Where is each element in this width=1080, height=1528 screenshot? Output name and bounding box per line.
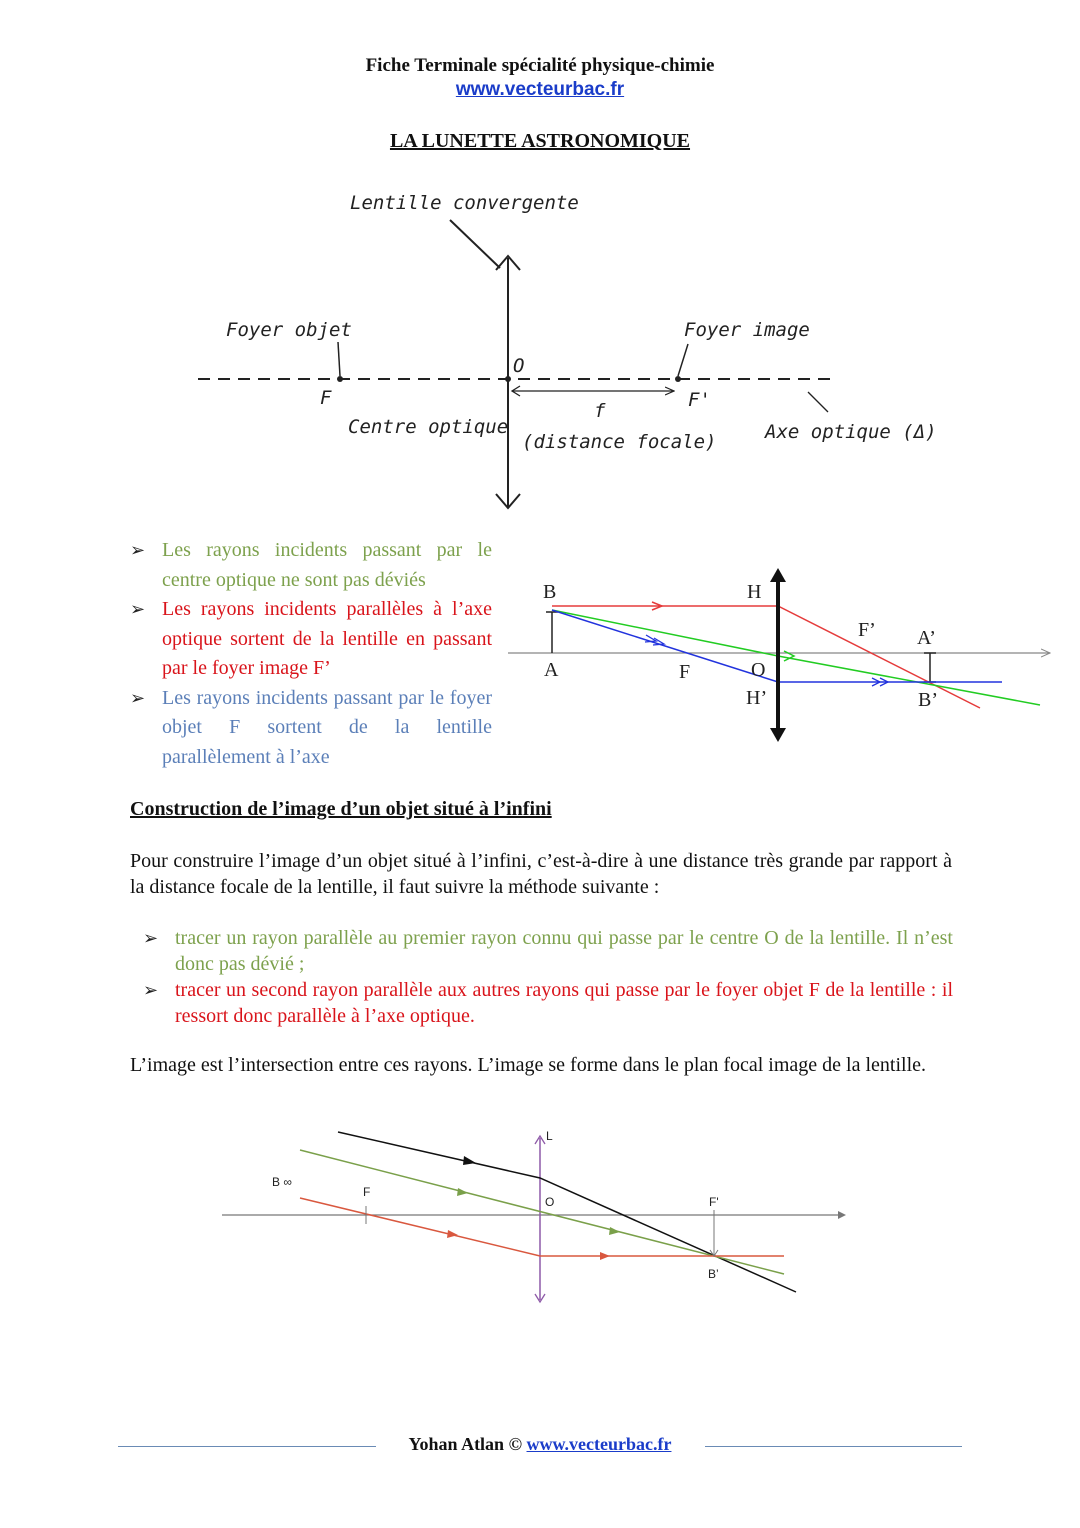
ray-rule-text: Les rayons incidents parallèles à l’axe optique sortent de la lentille en passant par le foyer image F’ <box>162 598 492 679</box>
focal-length-letter: f <box>594 400 606 422</box>
footer <box>0 1434 1080 1455</box>
ray-rule-text: Les rayons incidents passant par le foyer objet F sortent de la lentille parallèlement à l’axe <box>162 686 492 768</box>
ray-rule-item <box>130 684 492 773</box>
focus-image-point <box>675 376 681 382</box>
image-construction-diagram <box>500 560 1060 750</box>
ray-rule-item <box>130 595 492 684</box>
focus-object-label: Foyer objet <box>226 319 352 341</box>
point-F-prime-label: F’ <box>858 619 876 641</box>
ray-rules-list <box>130 536 492 772</box>
point-B-prime-label: B’ <box>708 1267 719 1281</box>
method-steps-list <box>143 925 953 1029</box>
method-paragraph: Pour construire l’image d’un objet situé à l’infini, c’est-à-dire à une distance très grande par rapport à la distance focale de la lentille, il faut suivre la méthode suivante : <box>130 850 952 898</box>
ray-direction-arrow-icon <box>600 1252 610 1260</box>
section-title: Construction de l’image d’un objet situé à l’infini <box>130 798 552 820</box>
object-B-infinity-label: B ∞ <box>272 1175 292 1189</box>
bullet-arrow-icon: ➢ <box>130 599 146 619</box>
lens-schematic-diagram <box>0 180 1080 525</box>
infinity-object-diagram <box>200 1120 880 1320</box>
optical-center-letter: O <box>513 355 525 377</box>
lens-pointer <box>450 220 500 268</box>
focal-distance-label: (distance focale) <box>522 431 717 453</box>
bullet-arrow-icon: ➢ <box>130 540 146 560</box>
optical-axis-label: Axe optique (Δ) <box>765 421 937 443</box>
focus-image-pointer <box>678 344 688 376</box>
point-H-prime-label: H’ <box>746 687 768 709</box>
point-A-label: A <box>544 659 559 681</box>
point-F-label: F <box>363 1185 371 1199</box>
point-F-label: F <box>679 661 691 683</box>
lens-label: Lentille convergente <box>350 192 579 214</box>
method-step-text: tracer un second rayon parallèle aux autres rayons qui passe par le foyer objet F de la lentille : il ressort donc parallèle à l’axe optique. <box>175 979 953 1027</box>
axis-pointer <box>808 392 828 412</box>
method-step-item <box>143 977 953 1029</box>
point-O-label: O <box>751 659 766 681</box>
header-url-link[interactable]: www.vecteurbac.fr <box>455 79 625 100</box>
ray-direction-arrow-icon <box>447 1230 458 1238</box>
optical-center-label: Centre optique <box>348 416 509 438</box>
ray-black <box>338 1132 796 1292</box>
point-B-prime-label: B’ <box>918 689 938 711</box>
point-O-label: O <box>545 1195 555 1209</box>
bullet-arrow-icon: ➢ <box>130 687 146 708</box>
footer-url-link[interactable]: www.vecteurbac.fr <box>526 1434 672 1454</box>
point-A-prime-label: A’ <box>917 627 936 649</box>
optical-center-point <box>505 376 511 382</box>
focus-object-pointer <box>338 342 340 376</box>
axis-arrow-icon <box>838 1211 846 1219</box>
footer-author: Yohan Atlan © <box>408 1434 523 1454</box>
focus-image-label: Foyer image <box>684 319 810 341</box>
point-F-prime-label: F' <box>709 1195 719 1209</box>
bullet-arrow-icon: ➢ <box>143 928 159 948</box>
header-title: Fiche Terminale spécialité physique-chimie <box>365 55 715 76</box>
focus-object-point <box>337 376 343 382</box>
focus-object-letter: F <box>320 387 332 409</box>
point-H-label: H <box>747 581 762 603</box>
conclusion-paragraph: L’image est l’intersection entre ces rayons. L’image se forme dans le plan focal image de la lentille. <box>130 1054 927 1076</box>
focus-image-letter: F' <box>688 389 711 411</box>
method-step-item <box>143 925 953 977</box>
lens-top-arrow-icon <box>770 568 786 582</box>
document-title: LA LUNETTE ASTRONOMIQUE <box>389 130 691 152</box>
ray-center-green <box>552 610 1040 705</box>
lens-L-label: L <box>546 1129 553 1143</box>
bullet-arrow-icon: ➢ <box>143 980 159 1000</box>
point-B-label: B <box>543 581 557 603</box>
lens-bottom-arrow-icon <box>770 728 786 742</box>
ray-rule-text: Les rayons incidents passant par le centre optique ne sont pas déviés <box>162 539 492 591</box>
method-step-text: tracer un rayon parallèle au premier rayon connu qui passe par le centre O de la lentille. Il n’est donc pas dévié ; <box>175 927 953 975</box>
ray-rule-item <box>130 536 492 595</box>
